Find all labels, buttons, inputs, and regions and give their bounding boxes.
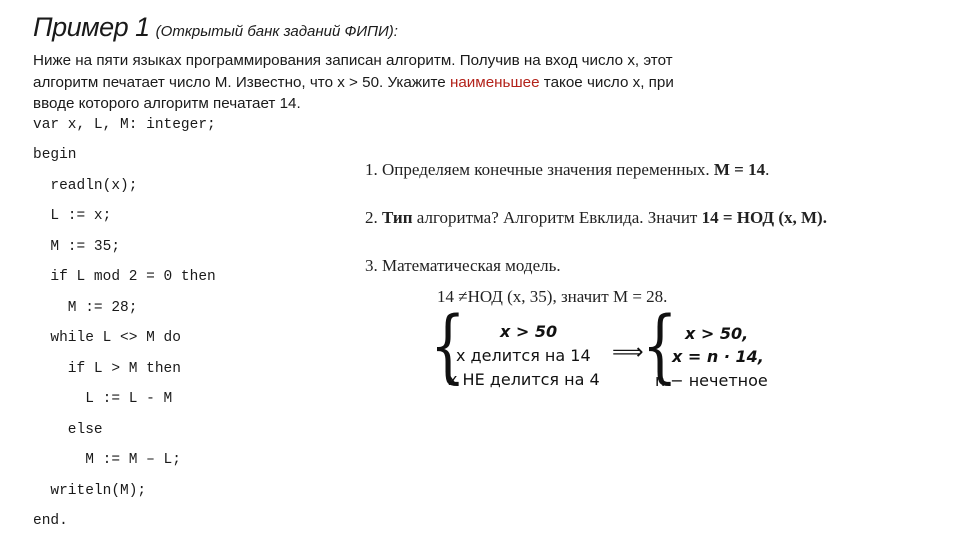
right-system-line: x = n · 14,	[672, 347, 764, 366]
problem-line-2-end: такое число x, при	[539, 73, 674, 91]
right-brace-icon: {	[642, 299, 678, 392]
code-line: M := M – L;	[33, 452, 181, 468]
problem-line-2-start: алгоритм печатает число M. Известно, что x > 50. Укажите	[33, 73, 450, 91]
step-1-end: .	[765, 160, 770, 179]
code-line: else	[33, 422, 103, 438]
slide-title	[33, 12, 398, 43]
solution-step-2	[365, 208, 827, 228]
implies-arrow-icon: ⟹	[612, 340, 644, 365]
step-2-num: 2.	[365, 208, 382, 227]
step-1-bold: M = 14	[713, 160, 766, 179]
title-source: (Открытый банк заданий ФИПИ):	[155, 23, 398, 40]
step-2-text: алгоритма? Алгоритм Евклида. Значит	[412, 208, 702, 227]
step-1-text: 1. Определяем конечные значения переменных.	[365, 160, 714, 179]
right-system-line: n − нечетное	[655, 371, 768, 390]
code-line: var x, L, M: integer;	[33, 117, 216, 133]
problem-statement	[33, 50, 833, 115]
code-line: end.	[33, 513, 68, 529]
code-line: M := 28;	[33, 300, 138, 316]
step-2-bold-type: Тип	[382, 208, 413, 227]
code-line: if L mod 2 = 0 then	[33, 269, 216, 285]
highlight-word: наименьшее	[449, 73, 540, 91]
code-line: M := 35;	[33, 239, 121, 255]
solution-step-3: 3. Математическая модель.	[365, 256, 561, 275]
step-2-bold-gcd: 14 = НОД (x, M).	[701, 208, 827, 227]
left-system-line: x НЕ делится на 4	[448, 370, 600, 389]
left-system-line: x > 50	[500, 322, 558, 341]
code-line: begin	[33, 147, 77, 163]
code-line: readln(x);	[33, 178, 138, 194]
problem-line-2	[33, 72, 833, 94]
code-line: writeln(M);	[33, 483, 147, 499]
left-brace-icon: {	[430, 299, 466, 392]
code-line: L := x;	[33, 208, 112, 224]
code-line: while L <> M do	[33, 330, 181, 346]
solution-step-1	[365, 160, 769, 180]
code-line: L := L - M	[33, 391, 173, 407]
right-system-line: x > 50,	[685, 324, 749, 343]
solution-note: 14 ≠НОД (x, 35), значит M = 28.	[437, 287, 668, 306]
title-main: Пример 1	[33, 12, 150, 42]
problem-line-3: вводе которого алгоритм печатает 14.	[33, 95, 301, 113]
code-line: if L > M then	[33, 361, 181, 377]
problem-line-1: Ниже на пяти языках программирования записан алгоритм. Получив на вход число x, этот	[33, 52, 673, 69]
left-system-line: x делится на 14	[456, 346, 591, 365]
